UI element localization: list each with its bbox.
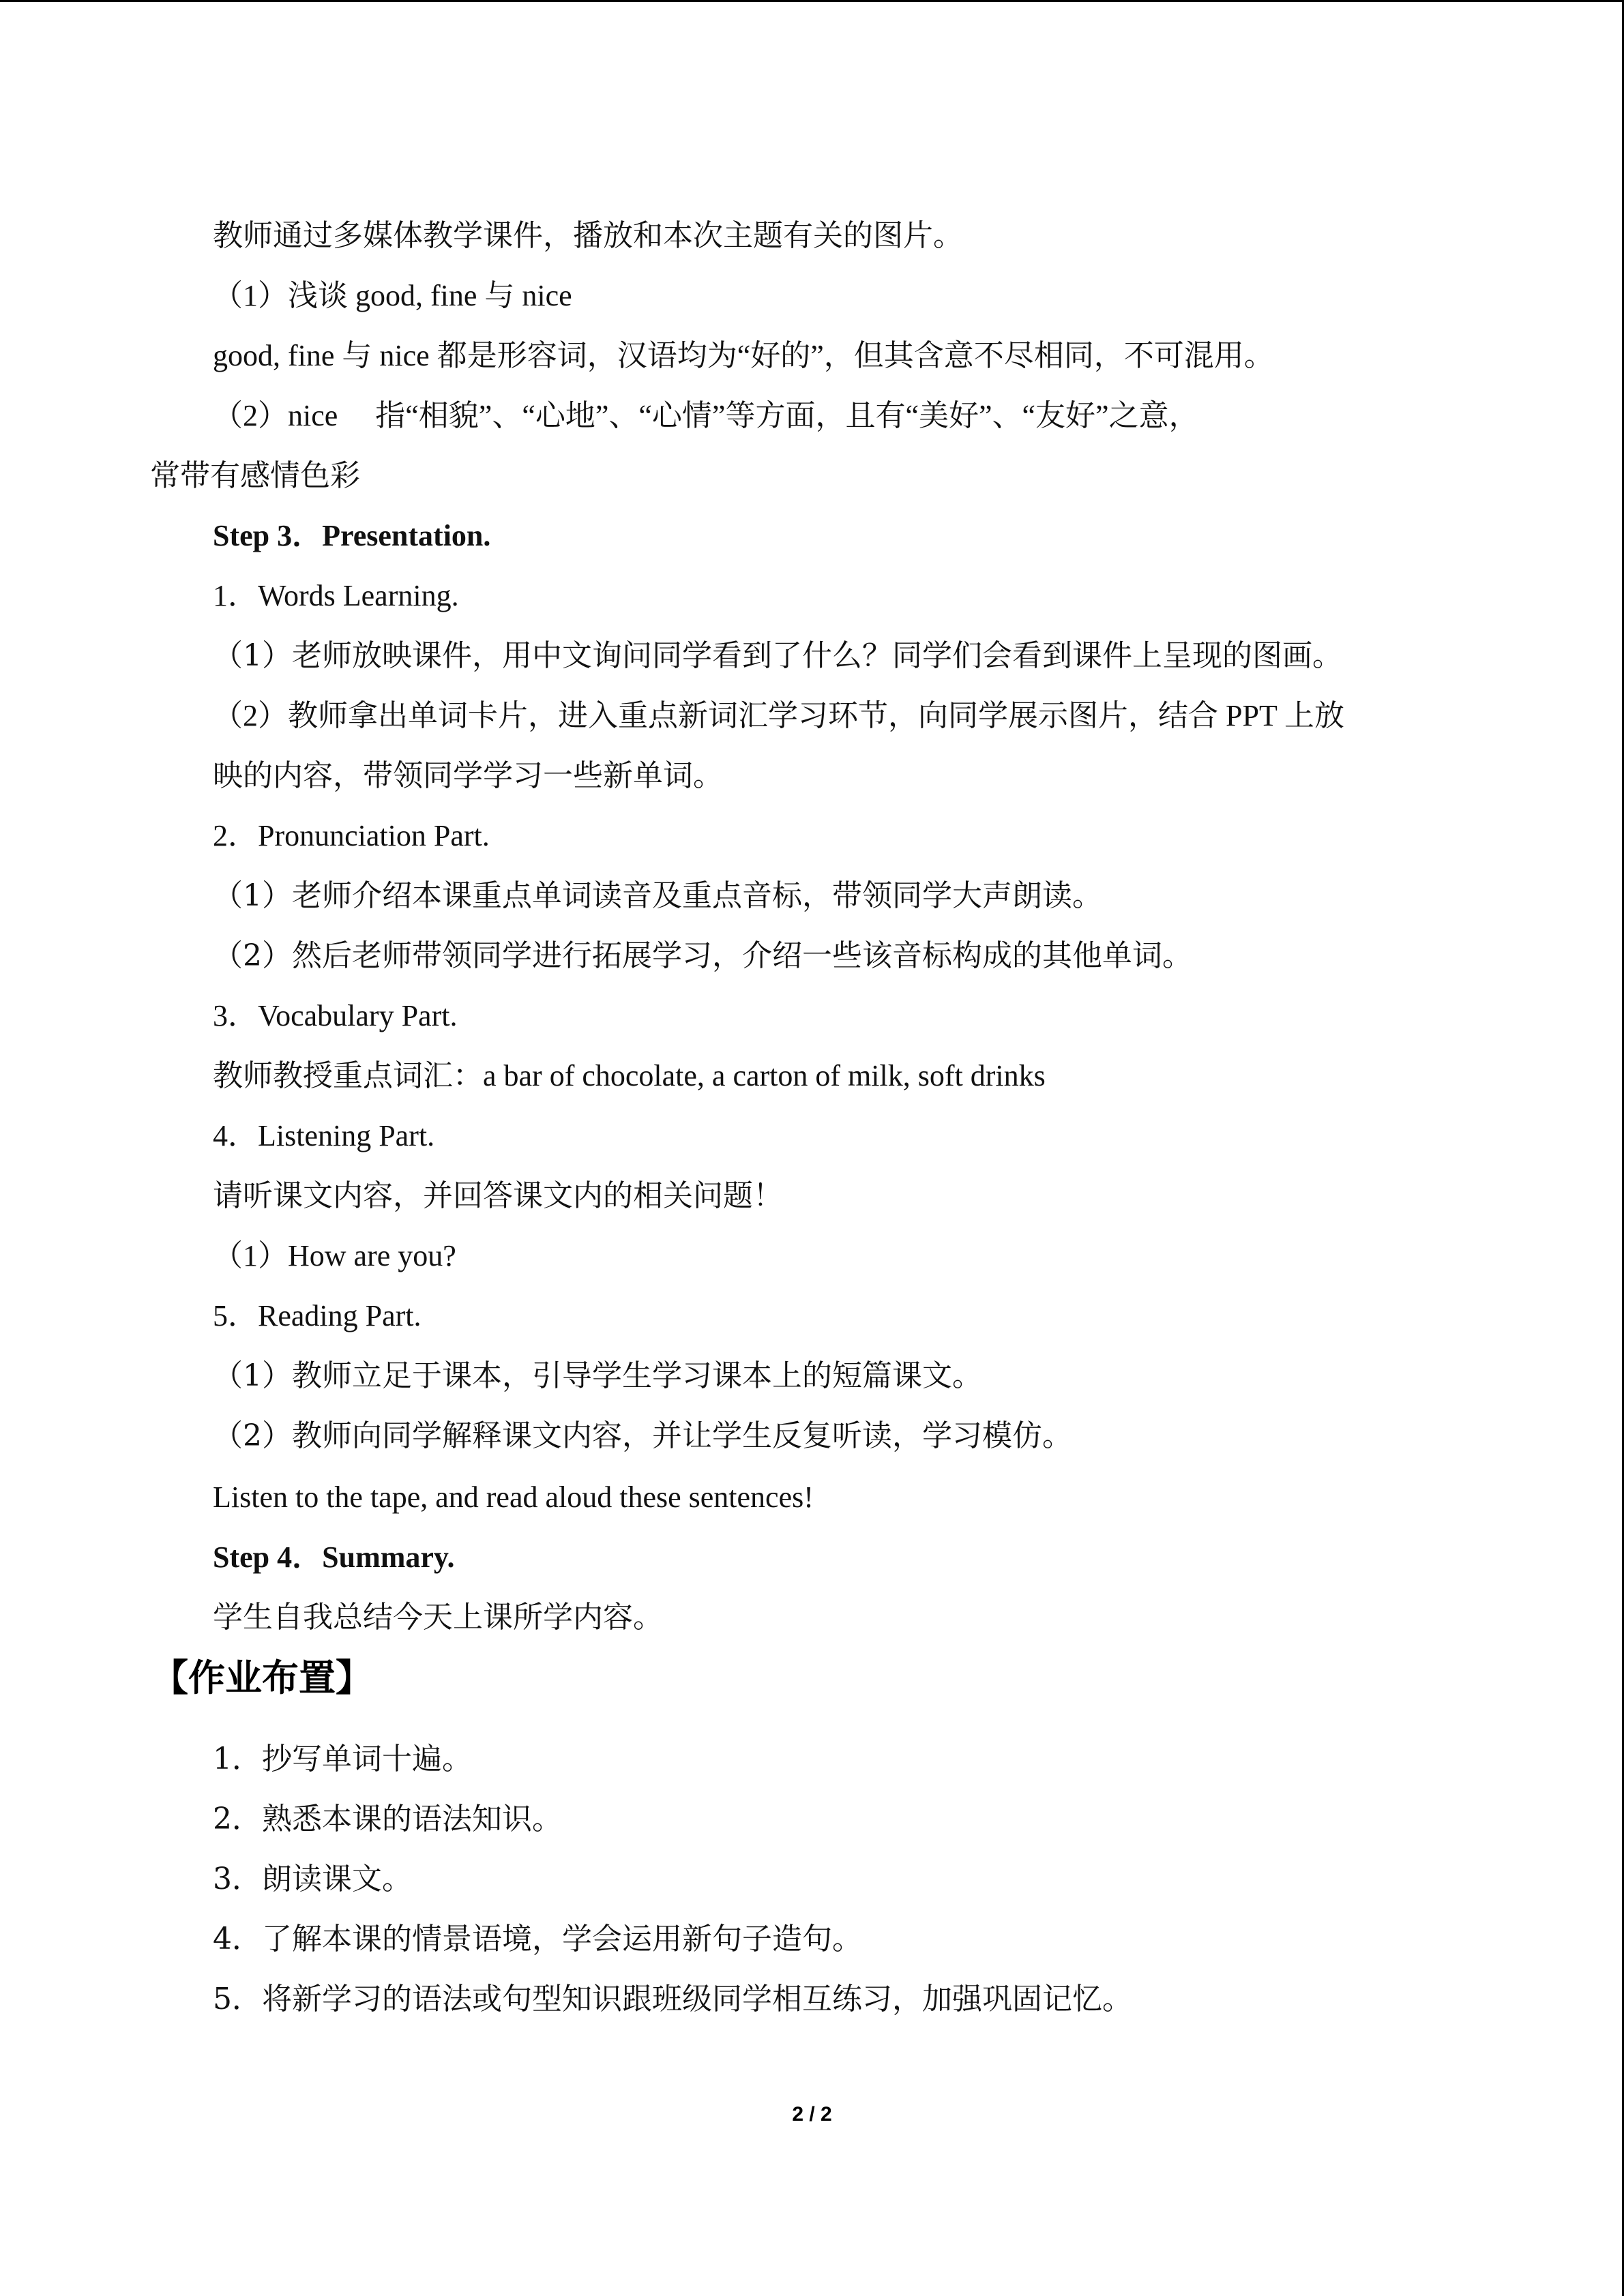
homework-item: 5．将新学习的语法或句型知识跟班级同学相互练习，加强巩固记忆。	[213, 1982, 1132, 2016]
pronunciation-item-2: （2）然后老师带领同学进行拓展学习，介绍一些该音标构成的其他单词。	[213, 938, 1192, 973]
step-3-heading: Step 3．Presentation.	[213, 519, 491, 552]
homework-item: 2．熟悉本课的语法知识。	[213, 1802, 562, 1836]
reading-item-1: （1）教师立足于课本，引导学生学习课本上的短篇课文。	[213, 1358, 982, 1393]
paragraph-good-fine-nice-title: （1）浅谈 good, fine 与 nice	[213, 279, 572, 312]
words-learning-item-1: （1）老师放映课件，用中文询问同学看到了什么？同学们会看到课件上呈现的图画。	[213, 638, 1342, 673]
paragraph-nice-meaning-cont: 常带有感情色彩	[150, 458, 360, 493]
vocabulary-item: 教师教授重点词汇：a bar of chocolate, a carton of milk, soft drinks	[213, 1059, 1046, 1092]
homework-item: 1．抄写单词十遍。	[213, 1742, 472, 1776]
paragraph-nice-meaning: （2）nice 指“相貌”、“心地”、“心情”等方面，且有“美好”、“友好”之意，	[213, 399, 1199, 432]
reading-item-2: （2）教师向同学解释课文内容，并让学生反复听读，学习模仿。	[213, 1418, 1072, 1453]
pronunciation-heading: 2．Pronunciation Part.	[213, 819, 490, 852]
paragraph-good-fine-nice-desc: good, fine 与 nice 都是形容词，汉语均为“好的”，但其含意不尽相同，不可混用。	[213, 339, 1274, 372]
page-number: 2 / 2	[792, 2103, 832, 2126]
reading-instruction: Listen to the tape, and read aloud these sentences!	[213, 1480, 814, 1514]
listening-heading: 4．Listening Part.	[213, 1119, 435, 1152]
page-top-border	[0, 0, 1624, 2]
words-learning-heading: 1．Words Learning.	[213, 579, 459, 612]
step-4-heading: Step 4．Summary.	[213, 1540, 455, 1574]
vocabulary-heading: 3．Vocabulary Part.	[213, 999, 458, 1032]
reading-heading: 5．Reading Part.	[213, 1299, 422, 1332]
summary-text: 学生自我总结今天上课所学内容。	[213, 1600, 663, 1635]
homework-item: 4．了解本课的情景语境，学会运用新句子造句。	[213, 1922, 862, 1956]
words-learning-item-2-cont: 映的内容，带领同学学习一些新单词。	[213, 758, 723, 793]
paragraph-intro: 教师通过多媒体教学课件，播放和本次主题有关的图片。	[213, 218, 963, 253]
pronunciation-item-1: （1）老师介绍本课重点单词读音及重点音标，带领同学大声朗读。	[213, 878, 1102, 913]
homework-item: 3．朗读课文。	[213, 1862, 412, 1896]
words-learning-item-2: （2）教师拿出单词卡片，进入重点新词汇学习环节，向同学展示图片，结合 PPT 上放	[213, 699, 1345, 732]
listening-instruction: 请听课文内容，并回答课文内的相关问题！	[213, 1178, 783, 1213]
listening-question-1: （1）How are you?	[213, 1239, 456, 1272]
homework-heading: 【作业布置】	[151, 1656, 372, 1699]
